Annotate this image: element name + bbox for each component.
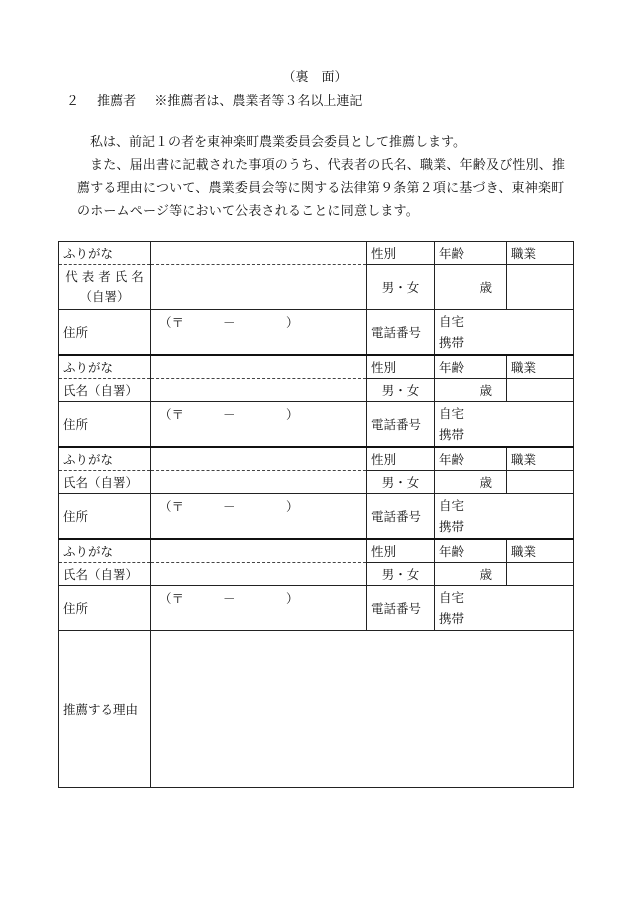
address-label: 住所 xyxy=(59,310,151,356)
address-label: 住所 xyxy=(59,402,151,448)
rec4-phone-field[interactable] xyxy=(435,586,574,631)
zip-close: ） xyxy=(286,407,299,422)
zip-dash: － xyxy=(223,591,236,606)
consent-paragraph-2: また、届出書に記載された事項のうち、代表者の氏名、職業、年齢及び性別、推薦する理由について、農業委員会等に関する法律第９条第２項に基づき、東神楽町のホームページ等において公表されることに同意します。 xyxy=(77,158,566,219)
zip-open: （〒 xyxy=(159,591,185,606)
rep-name-field[interactable] xyxy=(151,265,367,310)
zip-open: （〒 xyxy=(159,499,185,514)
rec3-sex-options[interactable]: 男・女 xyxy=(367,471,435,494)
furigana-label: ふりがな xyxy=(59,539,151,563)
rep-age-field[interactable]: 歳 xyxy=(435,265,507,310)
rep-job-field[interactable] xyxy=(507,265,574,310)
job-label: 職業 xyxy=(507,242,574,265)
rec3-age-field[interactable]: 歳 xyxy=(435,471,507,494)
rec3-address-row xyxy=(59,494,574,540)
address-label: 住所 xyxy=(59,494,151,540)
rec2-name-row xyxy=(59,379,574,402)
furigana-label: ふりがな xyxy=(59,242,151,265)
zip-close: ） xyxy=(286,315,299,330)
sex-label: 性別 xyxy=(367,447,435,471)
rep-name-label-line1: 代 表 者 氏 名 xyxy=(65,269,144,284)
reason-row xyxy=(59,631,574,788)
rec2-job-field[interactable] xyxy=(507,379,574,402)
rep-phone-field[interactable] xyxy=(435,310,574,356)
rec4-age-field[interactable]: 歳 xyxy=(435,563,507,586)
age-label: 年齢 xyxy=(435,447,507,471)
recommender-table xyxy=(58,241,574,788)
rec2-furigana-row xyxy=(59,355,574,379)
rec4-job-field[interactable] xyxy=(507,563,574,586)
age-label: 年齢 xyxy=(435,355,507,379)
phone-label: 電話番号 xyxy=(367,494,435,540)
rec4-furigana-row xyxy=(59,539,574,563)
rec2-address-row xyxy=(59,402,574,448)
job-label: 職業 xyxy=(507,539,574,563)
zip-dash: － xyxy=(223,407,236,422)
mobile-phone-label: 携帯 xyxy=(439,427,465,442)
rec4-furigana-field[interactable] xyxy=(151,539,367,563)
rec3-name-row xyxy=(59,471,574,494)
rec4-sex-options[interactable]: 男・女 xyxy=(367,563,435,586)
rec2-phone-field[interactable] xyxy=(435,402,574,448)
section-label: 推薦者 xyxy=(97,94,137,109)
rec4-name-field[interactable] xyxy=(151,563,367,586)
consent-paragraph-1: 私は、前記１の者を東神楽町農業委員会委員として推薦します。 xyxy=(90,135,466,150)
page-title: （裏 面） xyxy=(282,70,348,85)
address-label: 住所 xyxy=(59,586,151,631)
phone-label: 電話番号 xyxy=(367,402,435,448)
reason-label: 推薦する理由 xyxy=(59,631,151,788)
rep-furigana-field[interactable] xyxy=(151,242,367,265)
rep-name-label-line2: （自署） xyxy=(79,289,130,304)
rec2-name-field[interactable] xyxy=(151,379,367,402)
zip-dash: － xyxy=(223,499,236,514)
section-heading xyxy=(66,90,376,109)
age-label: 年齢 xyxy=(435,242,507,265)
reason-field[interactable] xyxy=(151,631,574,788)
name-label: 氏名（自署） xyxy=(59,563,151,586)
rec2-sex-options[interactable]: 男・女 xyxy=(367,379,435,402)
name-label: 氏名（自署） xyxy=(59,471,151,494)
rec3-phone-field[interactable] xyxy=(435,494,574,540)
name-label: 氏名（自署） xyxy=(59,379,151,402)
rep-furigana-row xyxy=(59,242,574,265)
rec4-address-row xyxy=(59,586,574,631)
furigana-label: ふりがな xyxy=(59,447,151,471)
home-phone-label: 自宅 xyxy=(439,406,465,421)
sex-label: 性別 xyxy=(367,539,435,563)
sex-label: 性別 xyxy=(367,355,435,379)
rec3-name-field[interactable] xyxy=(151,471,367,494)
mobile-phone-label: 携帯 xyxy=(439,335,465,350)
rep-name-row xyxy=(59,265,574,310)
rep-address-row xyxy=(59,310,574,356)
job-label: 職業 xyxy=(507,355,574,379)
furigana-label: ふりがな xyxy=(59,355,151,379)
rec3-furigana-row xyxy=(59,447,574,471)
zip-open: （〒 xyxy=(159,315,185,330)
rec4-address-field[interactable] xyxy=(151,586,367,631)
rec4-name-row xyxy=(59,563,574,586)
rec3-job-field[interactable] xyxy=(507,471,574,494)
mobile-phone-label: 携帯 xyxy=(439,611,465,626)
zip-dash: － xyxy=(223,315,236,330)
home-phone-label: 自宅 xyxy=(439,314,465,329)
zip-close: ） xyxy=(286,499,299,514)
zip-open: （〒 xyxy=(159,407,185,422)
job-label: 職業 xyxy=(507,447,574,471)
zip-close: ） xyxy=(286,591,299,606)
home-phone-label: 自宅 xyxy=(439,590,465,605)
sex-label: 性別 xyxy=(367,242,435,265)
rep-address-field[interactable] xyxy=(151,310,367,356)
home-phone-label: 自宅 xyxy=(439,498,465,513)
age-label: 年齢 xyxy=(435,539,507,563)
rec2-address-field[interactable] xyxy=(151,402,367,448)
rec2-age-field[interactable]: 歳 xyxy=(435,379,507,402)
mobile-phone-label: 携帯 xyxy=(439,519,465,534)
rec3-furigana-field[interactable] xyxy=(151,447,367,471)
rep-name-label xyxy=(59,265,151,310)
rec2-furigana-field[interactable] xyxy=(151,355,367,379)
section-number: ２ xyxy=(66,94,80,109)
rec3-address-field[interactable] xyxy=(151,494,367,540)
rep-sex-options[interactable]: 男・女 xyxy=(367,265,435,310)
phone-label: 電話番号 xyxy=(367,586,435,631)
phone-label: 電話番号 xyxy=(367,310,435,356)
section-note: ※推薦者は、農業者等３名以上連記 xyxy=(154,94,363,109)
